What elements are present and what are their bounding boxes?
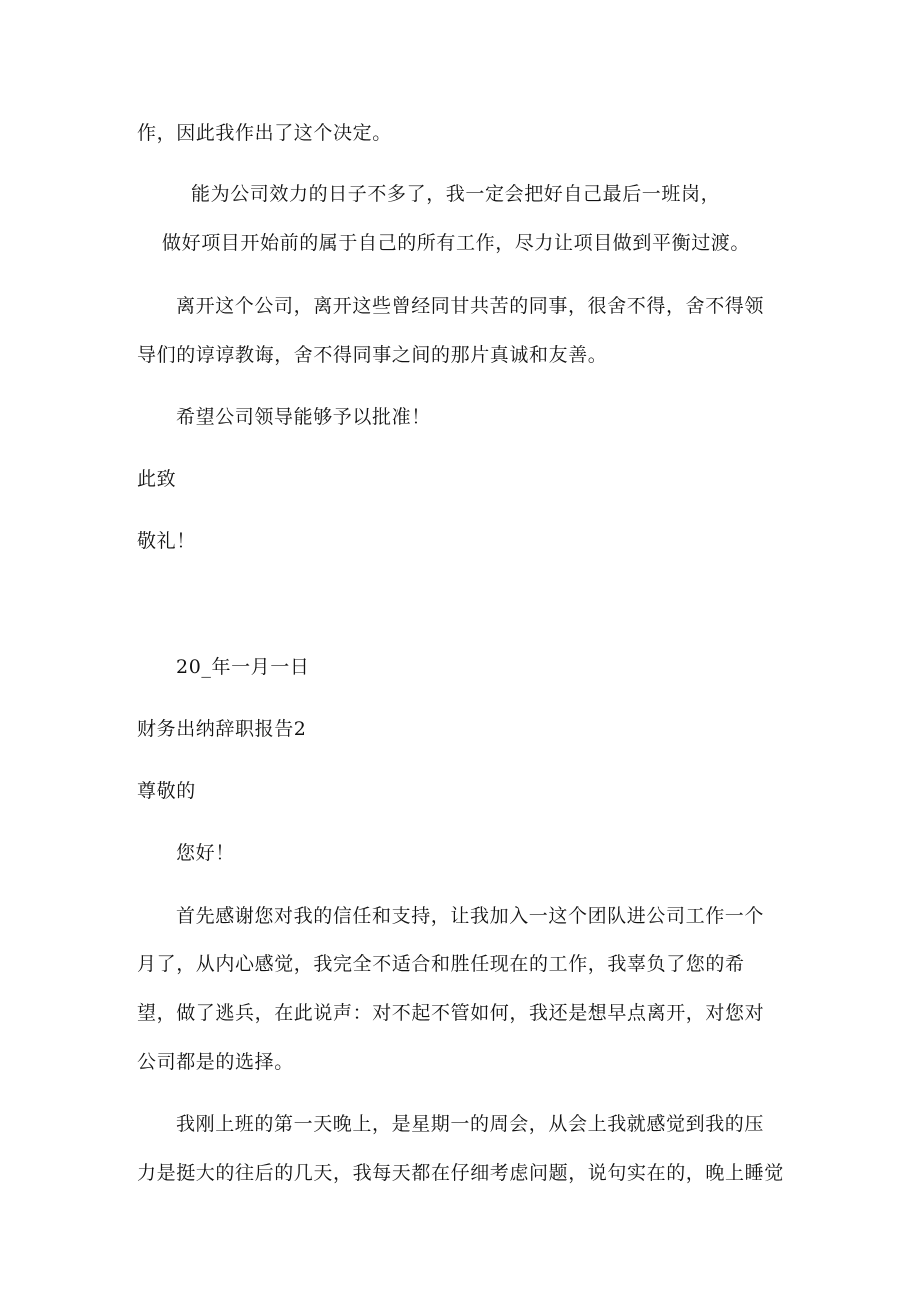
section-title: 财务出纳辞职报告2 <box>137 718 307 740</box>
text-line: 公司都是的选择。 <box>137 1051 294 1073</box>
text-line: 望，做了逃兵，在此说声：对不起不管如何，我还是想早点离开，对您对 <box>137 1002 765 1024</box>
text-line: 作，因此我作出了这个决定。 <box>137 122 392 144</box>
text-line: 能为公司效力的日子不多了，我一定会把好自己最后一班岗， <box>191 183 721 205</box>
text-line: 希望公司领导能够予以批准！ <box>176 406 431 428</box>
text-line: 导们的谆谆教诲，舍不得同事之间的那片真诚和友善。 <box>137 344 608 366</box>
text-line: 我刚上班的第一天晚上，是星期一的周会，从会上我就感觉到我的压 <box>176 1113 765 1135</box>
date-line: 20_年一月一日 <box>176 656 310 678</box>
closing-salutation: 此致 <box>137 468 177 490</box>
text-line: 首先感谢您对我的信任和支持，让我加入一这个团队进公司工作一个 <box>176 905 765 927</box>
text-line: 月了，从内心感觉，我完全不适合和胜任现在的工作，我辜负了您的希 <box>137 953 745 975</box>
text-line: 离开这个公司，离开这些曾经同甘共苦的同事，很舍不得，舍不得领 <box>176 295 765 317</box>
greeting-hello: 您好！ <box>176 842 235 864</box>
text-line: 力是挺大的往后的几天，我每天都在仔细考虑问题，说句实在的，晚上睡觉 <box>137 1162 784 1184</box>
text-line: 做好项目开始前的属于自己的所有工作，尽力让项目做到平衡过渡。 <box>162 232 751 254</box>
closing-regards: 敬礼！ <box>137 530 196 552</box>
greeting: 尊敬的 <box>137 780 196 802</box>
